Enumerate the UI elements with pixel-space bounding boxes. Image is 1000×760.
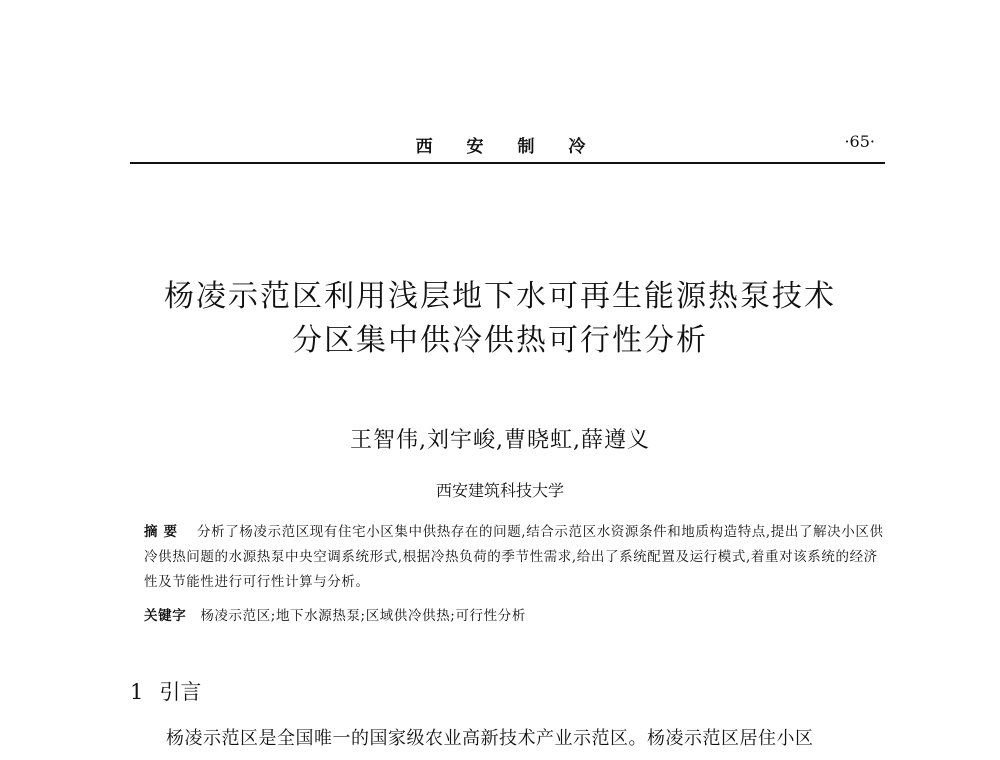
- authors: 王智伟,刘宇峻,曹晓虹,薛遵义: [350, 428, 650, 453]
- affiliation: 西安建筑科技大学: [435, 481, 564, 500]
- body-paragraph: 杨凌示范区是全国唯一的国家级农业高新技术产业示范区。杨凌示范区居住小区: [166, 728, 814, 749]
- page-number: ·65·: [844, 132, 875, 151]
- section-title: 引言: [159, 680, 202, 704]
- keywords-label: 关键字: [144, 608, 187, 624]
- running-header: [130, 124, 885, 164]
- paper-title-line-2: 分区集中供冷供热可行性分析: [292, 323, 708, 358]
- abstract: [144, 520, 884, 595]
- keywords: [144, 604, 884, 624]
- abstract-label: 摘要: [144, 524, 183, 540]
- abstract-text: 分析了杨凌示范区现有住宅小区集中供热存在的问题,结合示范区水资源条件和地质构造特点,提出了解决小区供冷供热问题的水源热泵中央空调系统形式,根据冷热负荷的季节性需求,给出了系统配置及运行模式,着重对该系统的经济性及节能性进行可行性计算与分析。: [144, 524, 884, 590]
- section-heading: [130, 676, 201, 706]
- keywords-text: 杨凌示范区;地下水源热泵;区域供冷供热;可行性分析: [200, 608, 526, 624]
- section-number: 1: [130, 680, 144, 704]
- paper-title-line-1: 杨凌示范区利用浅层地下水可再生能源热泵技术: [164, 279, 836, 314]
- journal-name: 西 安 制 冷: [415, 137, 600, 157]
